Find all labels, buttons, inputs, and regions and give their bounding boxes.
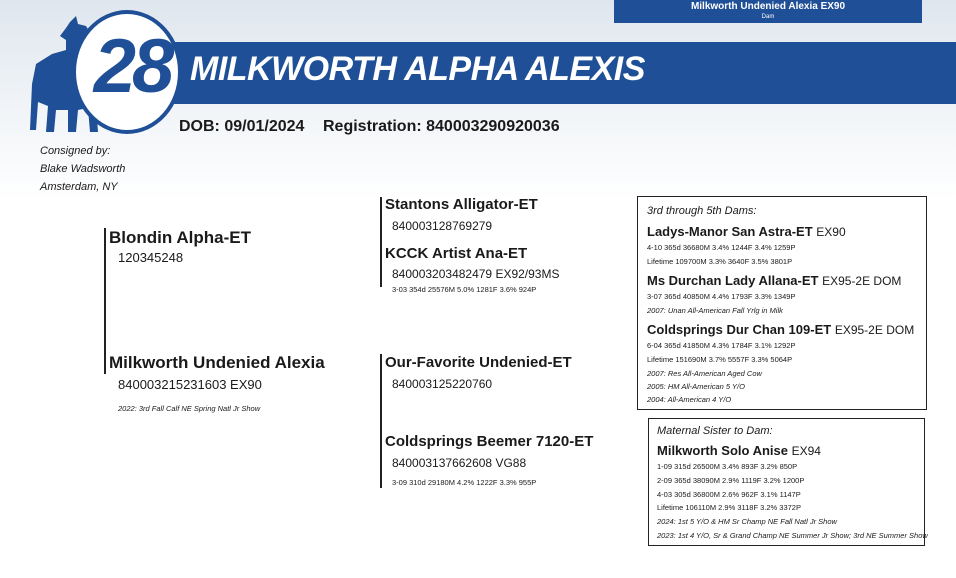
sister-record-1: 1-09 315d 26500M 3.4% 893F 3.2% 850P bbox=[657, 462, 798, 471]
dam3-record: 4-10 365d 36680M 3.4% 1244F 3.4% 1259P bbox=[647, 243, 796, 252]
sire-dam-reg: 840003203482479 EX92/93MS bbox=[392, 267, 560, 281]
sire-sire-name: Stantons Alligator-ET bbox=[385, 196, 538, 213]
dob: DOB: 09/01/2024 bbox=[179, 118, 305, 135]
dam3-lifetime: Lifetime 109700M 3.3% 3640F 3.5% 3801P bbox=[647, 257, 793, 266]
dam-tab bbox=[614, 0, 922, 23]
dam-dam-record: 3-09 310d 29180M 4.2% 1222F 3.3% 955P bbox=[392, 478, 537, 487]
dam5-note-1: 2007: Res All-American Aged Cow bbox=[647, 369, 762, 378]
sire-name: Blondin Alpha-ET bbox=[109, 228, 251, 247]
consigned-label: Consigned by: bbox=[40, 145, 111, 157]
pedigree-line-dam bbox=[380, 354, 382, 488]
animal-name: MILKWORTH ALPHA ALEXIS bbox=[190, 50, 645, 88]
sire-sire-reg: 840003128769279 bbox=[392, 219, 493, 233]
dam5-name: Coldsprings Dur Chan 109-ET EX95-2E DOM bbox=[647, 322, 915, 337]
sister-record-2: 2-09 365d 38090M 2.9% 1119F 3.2% 1200P bbox=[657, 476, 805, 485]
sire-reg: 120345248 bbox=[118, 250, 184, 265]
consignor-name: Blake Wadsworth bbox=[40, 163, 126, 175]
sister-record-3: 4-03 305d 36800M 2.6% 962F 3.1% 1147P bbox=[657, 490, 801, 499]
sister-lifetime: Lifetime 106110M 2.9% 3118F 3.2% 3372P bbox=[657, 503, 801, 512]
sire-dam-name: KCCK Artist Ana-ET bbox=[385, 245, 528, 262]
dam-tab-label: Dam bbox=[761, 14, 775, 20]
pedigree-line-left bbox=[104, 228, 106, 374]
dam4-record: 3-07 365d 40850M 4.4% 1793F 3.3% 1349P bbox=[647, 292, 796, 301]
sister-box-title: Maternal Sister to Dam: bbox=[657, 425, 773, 437]
consignor-location: Amsterdam, NY bbox=[40, 181, 118, 193]
dam5-record: 6-04 365d 41850M 4.3% 1784F 3.1% 1292P bbox=[647, 341, 796, 350]
registration: Registration: 840003290920036 bbox=[323, 118, 560, 135]
dam-name: Milkworth Undenied Alexia bbox=[109, 353, 325, 372]
sister-note-2: 2023: 1st 4 Y/O, Sr & Grand Champ NE Summer Jr Show; 3rd NE Summer Show bbox=[657, 531, 928, 540]
dam-reg: 840003215231603 EX90 bbox=[118, 377, 262, 392]
dam4-name: Ms Durchan Lady Allana-ET EX95-2E DOM bbox=[647, 273, 902, 288]
dam5-lifetime: Lifetime 151690M 3.7% 5557F 3.3% 5064P bbox=[647, 355, 793, 364]
lot-number: 28 bbox=[93, 24, 171, 109]
dam-tab-name: Milkworth Undenied Alexia EX90 bbox=[690, 1, 846, 12]
dam5-note-3: 2004: All-American 4 Y/O bbox=[647, 395, 732, 404]
dam4-note: 2007: Unan All-American Fall Yrlg in Milk bbox=[647, 306, 783, 315]
dam5-note-2: 2005: HM All-American 5 Y/O bbox=[647, 382, 745, 391]
sister-note-1: 2024: 1st 5 Y/O & HM Sr Champ NE Fall Natl Jr Show bbox=[657, 517, 837, 526]
sire-dam-record: 3-03 354d 25576M 5.0% 1281F 3.6% 924P bbox=[392, 285, 537, 294]
dam3-name: Ladys-Manor San Astra-ET EX90 bbox=[647, 224, 846, 239]
dam-sire-name: Our-Favorite Undenied-ET bbox=[385, 354, 572, 371]
pedigree-line-sire bbox=[380, 197, 382, 287]
dam-dam-name: Coldsprings Beemer 7120-ET bbox=[385, 433, 594, 450]
dam-note: 2022: 3rd Fall Calf NE Spring Natl Jr Show bbox=[118, 404, 261, 413]
dam-sire-reg: 840003125220760 bbox=[392, 377, 493, 391]
sister-name: Milkworth Solo Anise EX94 bbox=[657, 443, 821, 458]
dams-box-title: 3rd through 5th Dams: bbox=[647, 205, 757, 217]
dam-dam-reg: 840003137662608 VG88 bbox=[392, 456, 527, 470]
